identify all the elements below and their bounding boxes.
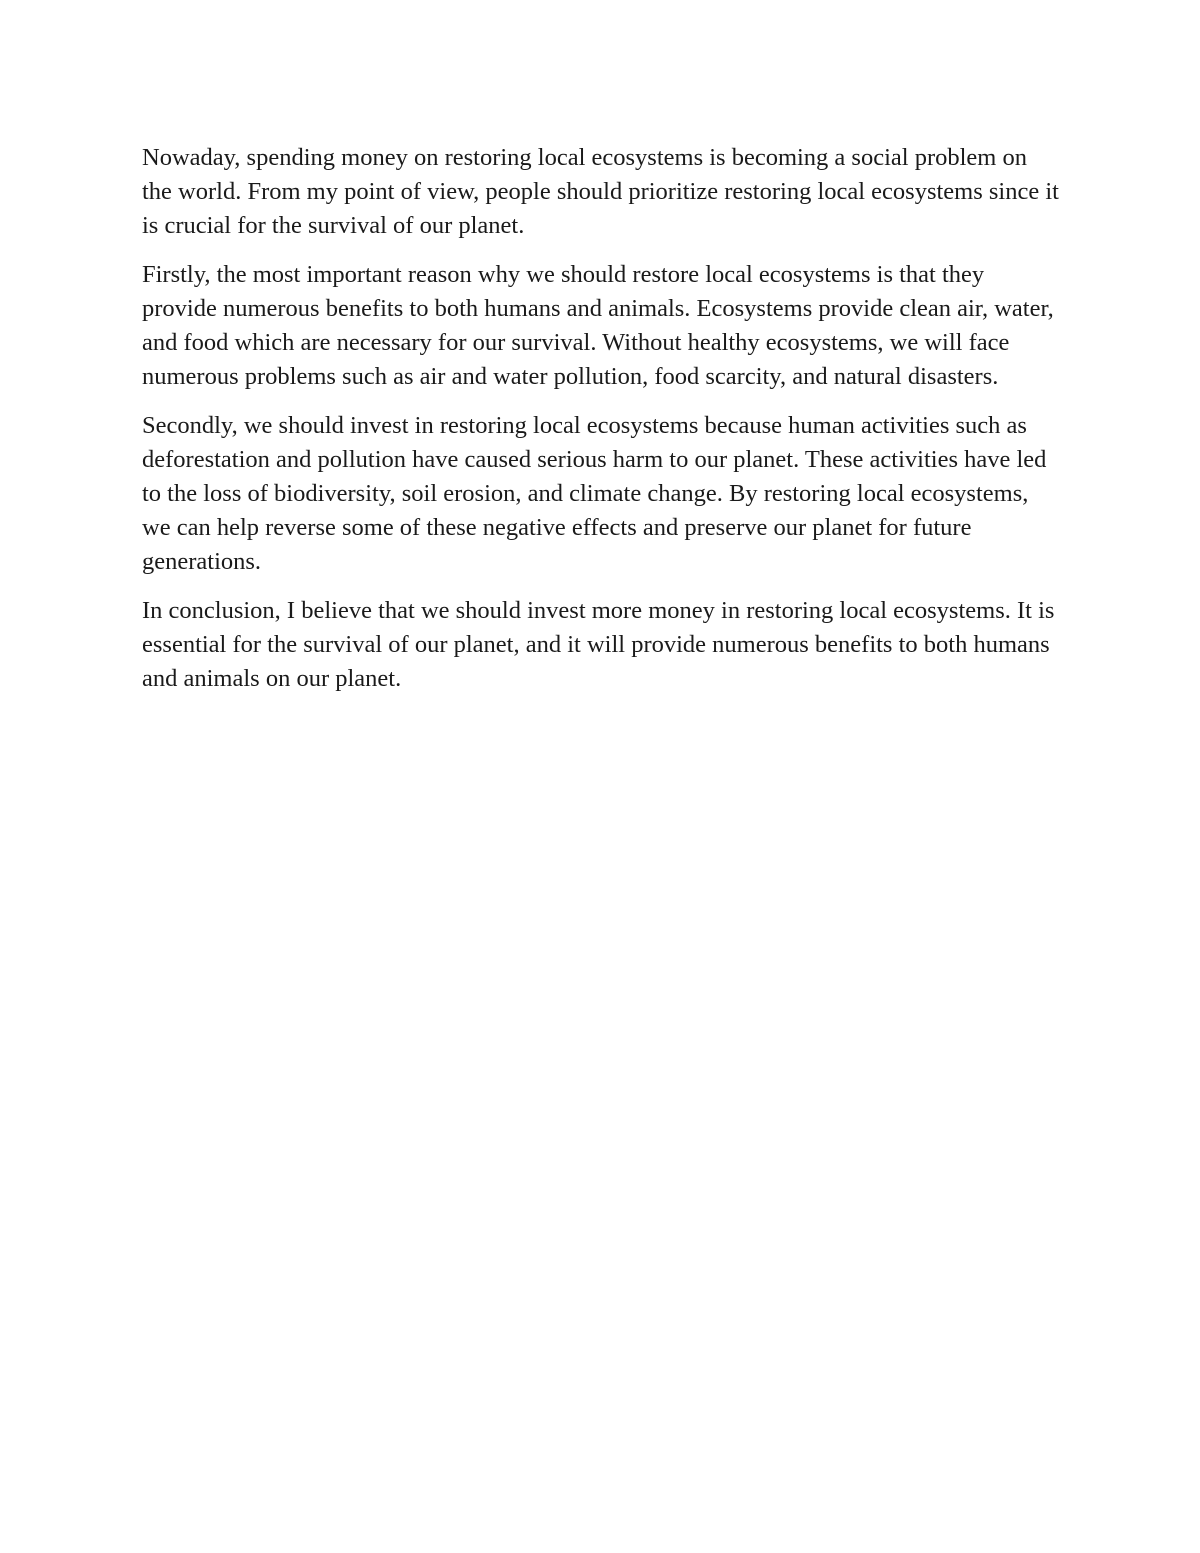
paragraph-first-reason: Firstly, the most important reason why we should restore local ecosystems is that they provide numerous benefits to both humans and animals. Ecosystems provide clean air, water, and food which are necessary for our survival. Without healthy ecosystems, we will face numerous problems such as air and water pollution, food scarcity, and natural disasters.: [142, 261, 1054, 390]
paragraph-introduction: Nowaday, spending money on restoring local ecosystems is becoming a social problem on the world. From my point of view, people should prioritize restoring local ecosystems since it is crucial for the survival of our planet.: [142, 144, 1059, 239]
paragraph-second-reason: Secondly, we should invest in restoring local ecosystems because human activities such as deforestation and pollution have caused serious harm to our planet. These activities have led to the loss of biodiversity, soil erosion, and climate change. By restoring local ecosystems, we can help reverse some of these negative effects and preserve our planet for future generations.: [142, 412, 1047, 575]
document-body: [142, 141, 1062, 711]
paragraph-conclusion: In conclusion, I believe that we should invest more money in restoring local ecosystems. It is essential for the survival of our planet, and it will provide numerous benefits to both humans and animals on our planet.: [142, 597, 1055, 692]
